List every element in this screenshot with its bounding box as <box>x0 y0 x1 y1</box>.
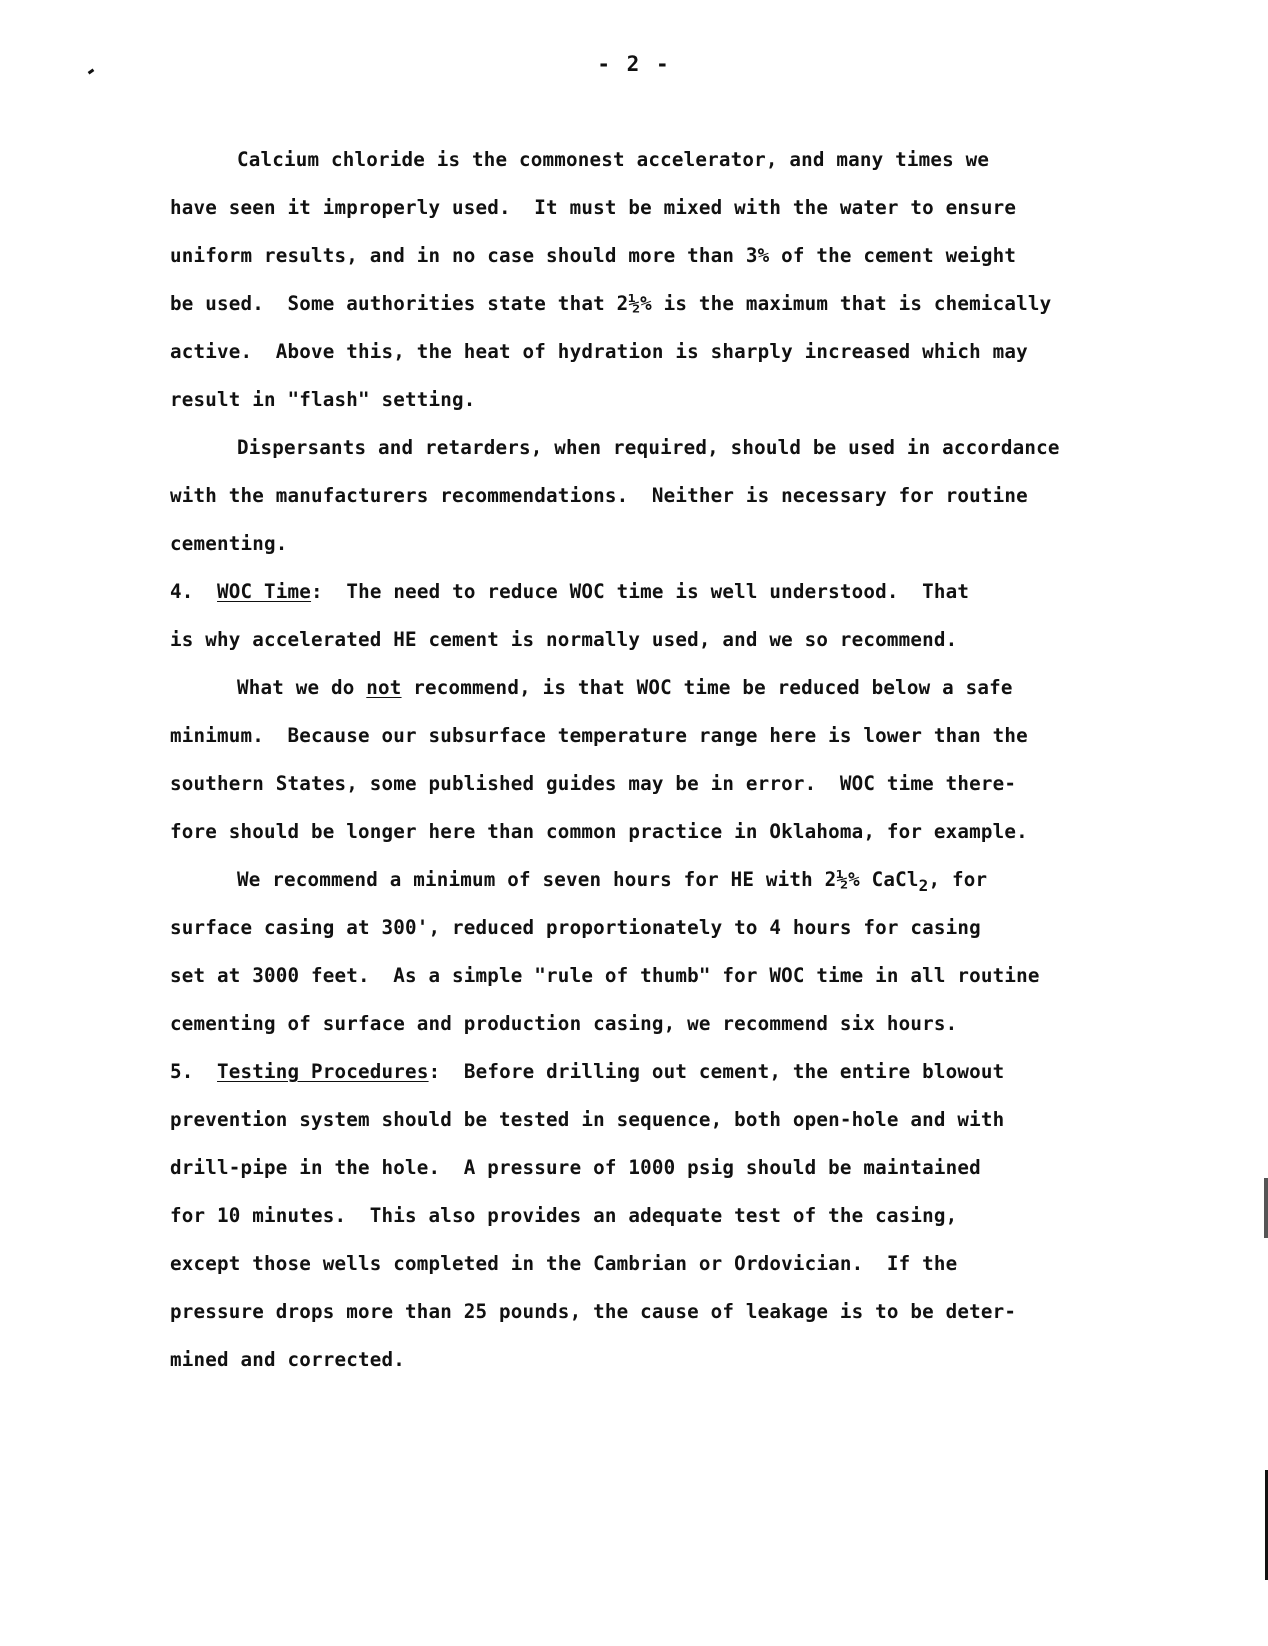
text-line: for 10 minutes. This also provides an adequate test of the casing, <box>170 1204 958 1227</box>
text-line: active. Above this, the heat of hydration is sharply increased which may <box>170 340 1028 363</box>
subscript: 2 <box>918 875 929 895</box>
text-line: fore should be longer here than common practice in Oklahoma, for example. <box>170 820 1028 843</box>
text-run: We recommend a minimum of seven hours for HE with 2½% CaCl <box>237 868 919 891</box>
section-heading-line <box>170 580 969 604</box>
text-line: set at 3000 feet. As a simple "rule of thumb" for WOC time in all routine <box>170 964 1040 987</box>
text-line: except those wells completed in the Cambrian or Ordovician. If the <box>170 1252 958 1275</box>
scan-edge-mark <box>1264 1178 1268 1238</box>
text-line: Dispersants and retarders, when required, should be used in accordance <box>237 436 1060 459</box>
text-line: with the manufacturers recommendations. Neither is necessary for routine <box>170 484 1028 507</box>
text-line: pressure drops more than 25 pounds, the cause of leakage is to be deter- <box>170 1300 1017 1323</box>
text-line: have seen it improperly used. It must be mixed with the water to ensure <box>170 196 1017 219</box>
heading-colon: : <box>311 580 323 603</box>
text-line: drill-pipe in the hole. A pressure of 1000 psig should be maintained <box>170 1156 981 1179</box>
text-line: surface casing at 300', reduced proportionately to 4 hours for casing <box>170 916 981 939</box>
text-line: uniform results, and in no case should more than 3% of the cement weight <box>170 244 1017 267</box>
section-number: 5. <box>170 1060 194 1083</box>
text-line: result in "flash" setting. <box>170 388 476 411</box>
heading-colon: : <box>428 1060 441 1083</box>
text-line: is why accelerated HE cement is normally used, and we so recommend. <box>170 628 958 651</box>
text-line: minimum. Because our subsurface temperature range here is lower than the <box>170 724 1028 747</box>
page-number: - 2 - <box>597 52 671 76</box>
text-line <box>237 868 987 898</box>
text-run: recommend, is that WOC time be reduced below a safe <box>401 676 1013 699</box>
section-heading: WOC Time <box>217 580 312 603</box>
text-run: , for <box>928 868 988 891</box>
text-run: Before drilling out cement, the entire blowout <box>440 1060 1005 1083</box>
emphasis-word: not <box>366 676 402 699</box>
text-run: The need to reduce WOC time is well understood. That <box>322 580 970 603</box>
section-number: 4. <box>170 580 194 603</box>
text-line: cementing. <box>170 532 288 555</box>
text-line: southern States, some published guides may be in error. WOC time there- <box>170 772 1017 795</box>
text-line: be used. Some authorities state that 2½% is the maximum that is chemically <box>170 292 1052 315</box>
text-line <box>237 676 1013 700</box>
section-heading: Testing Procedures <box>217 1060 429 1083</box>
section-heading-line <box>170 1060 1004 1084</box>
text-line: mined and corrected. <box>170 1348 406 1371</box>
text-line: cementing of surface and production casing, we recommend six hours. <box>170 1012 958 1035</box>
text-line: Calcium chloride is the commonest accelerator, and many times we <box>237 148 990 171</box>
text-line: prevention system should be tested in sequence, both open-hole and with <box>170 1108 1005 1131</box>
text-run: What we do <box>237 676 367 699</box>
